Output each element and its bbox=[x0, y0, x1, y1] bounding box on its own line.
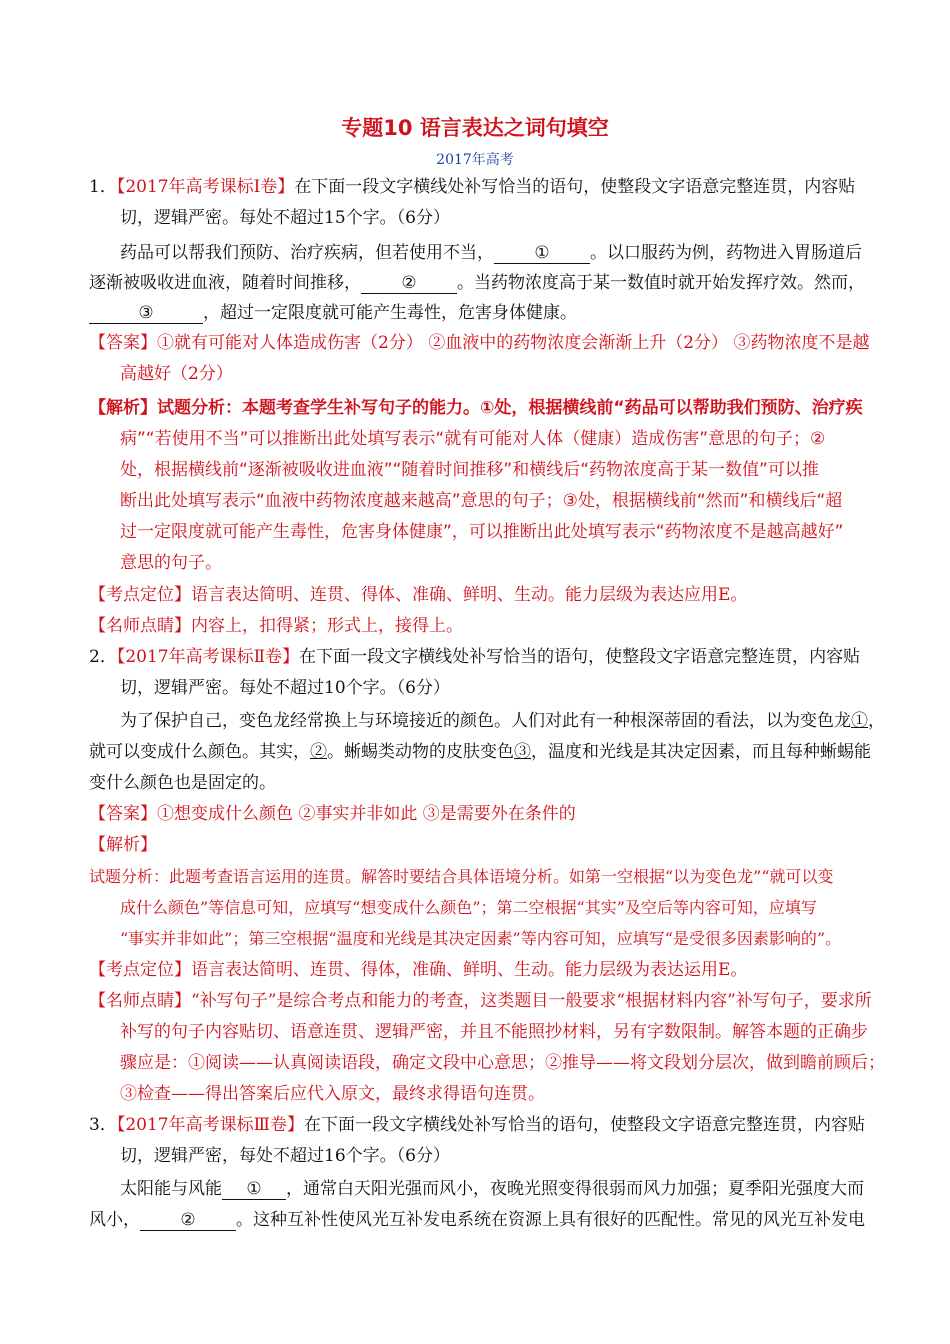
q1-answer-line1 bbox=[89, 330, 869, 356]
q2-keypoint-line bbox=[89, 957, 747, 983]
q1-source-tag: 【2017年高考课标Ⅰ卷】 bbox=[116, 177, 295, 197]
q3-source-tag: 【2017年高考课标Ⅲ卷】 bbox=[116, 1115, 304, 1135]
q1-analysis-text: 试题分析：本题考查学生补写句子的能力。①处，根据横线前“药品可以帮助我们预防、治疗疾 bbox=[157, 398, 863, 418]
q1-stem-line1 bbox=[89, 174, 855, 200]
q1-keypoint-tag: 【考点定位】 bbox=[89, 585, 191, 605]
q3-number: 3． bbox=[89, 1115, 117, 1135]
q2-tip-tag: 【名师点睛】 bbox=[89, 991, 191, 1011]
q1-analysis-line1 bbox=[89, 395, 863, 421]
q1-passage-text: 。当药物浓度高于某一数值时就开始发挥疗效。然而， bbox=[457, 273, 865, 293]
q1-answer-text: ①就有可能对人体造成伤害（2分） ②血液中的药物浓度会渐渐上升（2分） ③药物浓度不是越 bbox=[157, 333, 870, 353]
q2-answer-line bbox=[89, 801, 576, 827]
q2-keypoint-tag: 【考点定位】 bbox=[89, 960, 191, 980]
q1-keypoint-line bbox=[89, 582, 747, 608]
q2-blank-2: ② bbox=[310, 742, 327, 762]
q3-stem-text: 在下面一段文字横线处补写恰当的语句，使整段文字语意完整连贯，内容贴 bbox=[304, 1115, 865, 1135]
q2-tip-line3: 骤应是：①阅读——认真阅读语段，确定文段中心意思；②推导——将文段划分层次，做到瞻前顾后； bbox=[120, 1053, 885, 1073]
q1-passage-text: 药品可以帮我们预防、治疗疾病，但若使用不当， bbox=[120, 243, 494, 263]
page-subtitle: 2017年高考 bbox=[436, 152, 514, 168]
q2-tip-line2: 补写的句子内容贴切、语意连贯、逻辑严密，并且不能照抄材料，另有字数限制。解答本题的正确步 bbox=[120, 1022, 868, 1042]
q2-passage-text: 就可以变成什么颜色。其实， bbox=[89, 742, 310, 762]
q3-passage-line1 bbox=[120, 1176, 864, 1202]
q1-passage-text: 逐渐被吸收进血液，随着时间推移， bbox=[89, 273, 361, 293]
q1-analysis-tag: 【解析】 bbox=[89, 398, 157, 418]
q1-answer-tag: 【答案】 bbox=[89, 333, 157, 353]
q1-analysis-line4: 断出此处填写表示“血液中药物浓度越来越高”意思的句子；③处，根据横线前“然而”和横线后“超 bbox=[120, 491, 843, 511]
q3-blank-1: ① bbox=[222, 1179, 286, 1200]
q1-passage-line2 bbox=[89, 270, 865, 296]
q3-blank-2: ② bbox=[140, 1210, 236, 1231]
q3-passage-text: ，通常白天阳光强而风小，夜晚光照变得很弱而风力加强；夏季阳光强度大而 bbox=[286, 1179, 864, 1199]
q1-passage-text: 。以口服药为例，药物进入胃肠道后 bbox=[590, 243, 862, 263]
q3-passage-text: 风小， bbox=[89, 1210, 140, 1230]
q2-tip-text: “补写句子”是综合考点和能力的考查，这类题目一般要求“根据材料内容”补写句子，要求所 bbox=[191, 991, 872, 1011]
q2-passage-text: ，温度和光线是其决定因素，而且每种蜥蜴能 bbox=[531, 742, 871, 762]
q2-passage-text: 为了保护自己，变色龙经常换上与环境接近的颜色。人们对此有一种根深蒂固的看法，以为变色龙 bbox=[120, 711, 851, 731]
q2-analysis-line1: 试题分析：此题考查语言运用的连贯。解答时要结合具体语境分析。如第一空根据“以为变色龙”“就可以变 bbox=[89, 867, 834, 886]
q2-source-tag: 【2017年高考课标Ⅱ卷】 bbox=[116, 647, 300, 667]
q1-passage-line1 bbox=[120, 240, 862, 266]
q1-stem-line2: 切，逻辑严密。每处不超过15个字。（6分） bbox=[120, 208, 450, 228]
q2-tip-line1 bbox=[89, 988, 872, 1014]
q1-tip-tag: 【名师点睛】 bbox=[89, 616, 191, 636]
q2-passage-line1 bbox=[120, 708, 885, 734]
q1-tip-text: 内容上，扣得紧；形式上，接得上。 bbox=[191, 616, 463, 636]
q2-analysis-line3: “事实并非如此”；第三空根据“温度和光线是其决定因素”等内容可知，应填写“是受很多因素影响的”。 bbox=[120, 929, 842, 948]
q2-analysis-tag: 【解析】 bbox=[89, 835, 157, 855]
q3-passage-line2 bbox=[89, 1207, 865, 1233]
q1-analysis-line2: 病”“若使用不当”可以推断出此处填写表示“就有可能对人体（健康）造成伤害”意思的句子；② bbox=[120, 429, 826, 449]
q1-blank-1: ① bbox=[494, 243, 590, 264]
q2-answer-tag: 【答案】 bbox=[89, 804, 157, 824]
q3-stem-line1 bbox=[89, 1112, 865, 1138]
q1-blank-3: ③ bbox=[89, 303, 203, 324]
q1-keypoint-text: 语言表达简明、连贯、得体、准确、鲜明、生动。能力层级为表达应用E。 bbox=[191, 585, 748, 605]
q2-number: 2． bbox=[89, 647, 117, 667]
q1-analysis-line5: 过一定限度就可能产生毒性，危害身体健康”，可以推断出此处填写表示“药物浓度不是越高越好” bbox=[120, 522, 844, 542]
q1-number: 1． bbox=[89, 177, 117, 197]
q2-answer-text: ①想变成什么颜色 ②事实并非如此 ③是需要外在条件的 bbox=[157, 804, 576, 824]
q2-analysis-line2: 成什么颜色”等信息可知，应填写“想变成什么颜色”；第二空根据“其实”及空后等内容可知，应填写 bbox=[120, 898, 817, 917]
q2-stem-line1 bbox=[89, 644, 860, 670]
q2-passage-text: ， bbox=[868, 711, 885, 731]
q1-answer-line2: 高越好（2分） bbox=[120, 364, 233, 384]
q3-stem-line2: 切，逻辑严密，每处不超过16个字。（6分） bbox=[120, 1146, 450, 1166]
q3-passage-text: 。这种互补性使风光互补发电系统在资源上具有很好的匹配性。常见的风光互补发电 bbox=[236, 1210, 865, 1230]
q1-stem-text: 在下面一段文字横线处补写恰当的语句，使整段文字语意完整连贯，内容贴 bbox=[294, 177, 856, 197]
page-title: 专题10 语言表达之词句填空 bbox=[341, 116, 609, 140]
q2-stem-line2: 切，逻辑严密。每处不超过10个字。（6分） bbox=[120, 678, 450, 698]
q2-passage-line2 bbox=[89, 739, 871, 765]
q1-analysis-line3: 处，根据横线前“逐渐被吸收进血液”“随着时间推移”和横线后“药物浓度高于某一数值”可以推 bbox=[120, 460, 819, 480]
q1-analysis-line6: 意思的句子。 bbox=[120, 553, 222, 573]
q2-tip-line4: ③检查——得出答案后应代入原文，最终求得语句连贯。 bbox=[120, 1084, 545, 1104]
q1-tip-line bbox=[89, 613, 463, 639]
q2-stem-text: 在下面一段文字横线处补写恰当的语句，使整段文字语意完整连贯，内容贴 bbox=[299, 647, 861, 667]
q1-blank-2: ② bbox=[361, 273, 457, 294]
q3-passage-text: 太阳能与风能 bbox=[120, 1179, 222, 1199]
q1-passage-text: ，超过一定限度就可能产生毒性，危害身体健康。 bbox=[203, 303, 577, 323]
q2-keypoint-text: 语言表达简明、连贯、得体，准确、鲜明、生动。能力层级为表达运用E。 bbox=[191, 960, 748, 980]
q2-blank-3: ③ bbox=[514, 742, 531, 762]
q2-passage-text: 。蜥蜴类动物的皮肤变色 bbox=[327, 742, 514, 762]
q1-passage-line3 bbox=[89, 300, 577, 326]
q2-passage-line3: 变什么颜色也是固定的。 bbox=[89, 773, 276, 793]
q2-blank-1: ① bbox=[851, 711, 868, 731]
